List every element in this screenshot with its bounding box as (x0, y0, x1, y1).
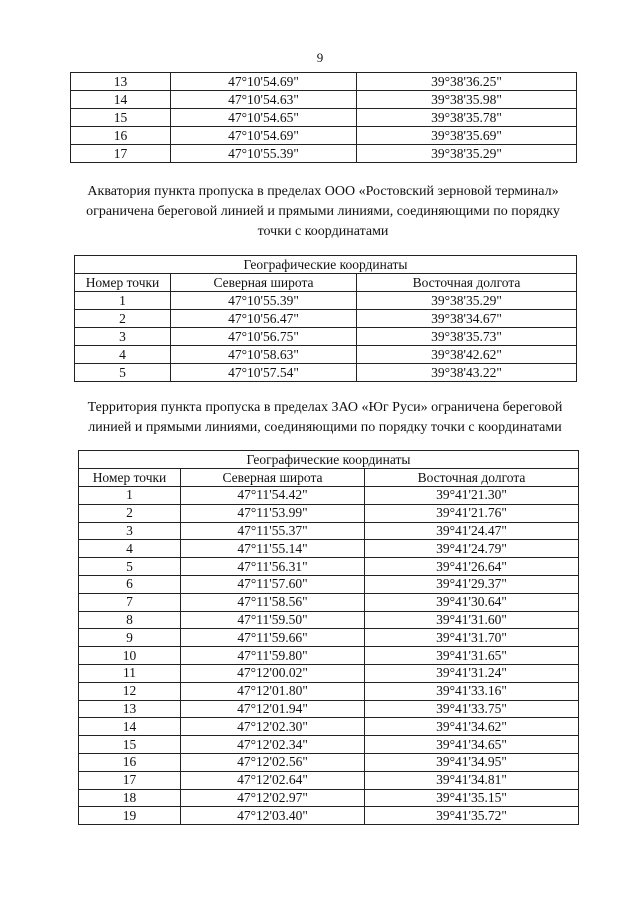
latitude-cell: 47°10'57.54" (171, 364, 357, 382)
table-row (71, 73, 577, 91)
longitude-cell: 39°38'43.22" (357, 364, 577, 382)
point-number-cell: 11 (79, 664, 181, 682)
point-number-cell: 15 (71, 109, 171, 127)
point-number-cell: 2 (79, 504, 181, 522)
point-number-cell: 16 (71, 127, 171, 145)
table-header-row (75, 274, 577, 292)
latitude-cell: 47°12'02.34" (181, 736, 365, 754)
latitude-cell: 47°10'56.47" (171, 310, 357, 328)
table-row (79, 682, 579, 700)
point-number-cell: 13 (79, 700, 181, 718)
table-group-header-row (75, 256, 577, 274)
longitude-cell: 39°41'21.76" (365, 504, 579, 522)
longitude-cell: 39°41'31.24" (365, 664, 579, 682)
latitude-cell: 47°12'02.56" (181, 753, 365, 771)
table-row (71, 127, 577, 145)
table-row (79, 700, 579, 718)
longitude-cell: 39°41'34.95" (365, 753, 579, 771)
latitude-cell: 47°10'58.63" (171, 346, 357, 364)
table-row (79, 753, 579, 771)
header-point-number: Номер точки (75, 274, 171, 292)
table-row (79, 789, 579, 807)
header-longitude: Восточная долгота (357, 274, 577, 292)
table-row (71, 109, 577, 127)
longitude-cell: 39°41'31.65" (365, 647, 579, 665)
latitude-cell: 47°11'58.56" (181, 593, 365, 611)
latitude-cell: 47°11'53.99" (181, 504, 365, 522)
point-number-cell: 2 (75, 310, 171, 328)
longitude-cell: 39°38'34.67" (357, 310, 577, 328)
point-number-cell: 14 (79, 718, 181, 736)
table-row (79, 718, 579, 736)
point-number-cell: 12 (79, 682, 181, 700)
table-row (71, 91, 577, 109)
coordinates-table-terminal (74, 255, 577, 382)
longitude-cell: 39°41'34.81" (365, 771, 579, 789)
table-row (79, 664, 579, 682)
coordinates-table-yug-rusi (78, 450, 579, 825)
table-row (79, 807, 579, 825)
table2-body (75, 292, 577, 382)
point-number-cell: 5 (79, 558, 181, 576)
latitude-cell: 47°10'54.63" (171, 91, 357, 109)
point-number-cell: 4 (75, 346, 171, 364)
latitude-cell: 47°10'56.75" (171, 328, 357, 346)
latitude-cell: 47°12'02.30" (181, 718, 365, 736)
latitude-cell: 47°11'59.80" (181, 647, 365, 665)
longitude-cell: 39°38'35.73" (357, 328, 577, 346)
longitude-cell: 39°38'35.69" (357, 127, 577, 145)
longitude-cell: 39°41'34.62" (365, 718, 579, 736)
point-number-cell: 15 (79, 736, 181, 754)
point-number-cell: 9 (79, 629, 181, 647)
longitude-cell: 39°38'35.78" (357, 109, 577, 127)
table1-body (71, 73, 577, 163)
latitude-cell: 47°11'54.42" (181, 487, 365, 505)
longitude-cell: 39°41'24.79" (365, 540, 579, 558)
point-number-cell: 7 (79, 593, 181, 611)
header-latitude: Северная широта (181, 469, 365, 487)
longitude-cell: 39°38'35.98" (357, 91, 577, 109)
point-number-cell: 18 (79, 789, 181, 807)
header-latitude: Северная широта (171, 274, 357, 292)
point-number-cell: 1 (75, 292, 171, 310)
longitude-cell: 39°41'21.30" (365, 487, 579, 505)
longitude-cell: 39°41'24.47" (365, 522, 579, 540)
table-row (79, 647, 579, 665)
latitude-cell: 47°12'03.40" (181, 807, 365, 825)
latitude-cell: 47°11'59.50" (181, 611, 365, 629)
latitude-cell: 47°12'01.94" (181, 700, 365, 718)
point-number-cell: 1 (79, 487, 181, 505)
table-row (75, 364, 577, 382)
table-row (79, 593, 579, 611)
table-row (79, 522, 579, 540)
point-number-cell: 5 (75, 364, 171, 382)
latitude-cell: 47°10'54.65" (171, 109, 357, 127)
latitude-cell: 47°12'02.64" (181, 771, 365, 789)
latitude-cell: 47°11'55.37" (181, 522, 365, 540)
longitude-cell: 39°41'29.37" (365, 575, 579, 593)
table-row (79, 487, 579, 505)
latitude-cell: 47°12'00.02" (181, 664, 365, 682)
point-number-cell: 10 (79, 647, 181, 665)
point-number-cell: 19 (79, 807, 181, 825)
table-row (79, 611, 579, 629)
longitude-cell: 39°41'33.16" (365, 682, 579, 700)
paragraph-territory: Территория пункта пропуска в пределах ЗАО «Юг Руси» ограничена береговой линией и прямыми линиями, соединяющими по порядку точки с координатами (87, 400, 563, 435)
longitude-cell: 39°41'26.64" (365, 558, 579, 576)
point-number-cell: 17 (79, 771, 181, 789)
latitude-cell: 47°11'56.31" (181, 558, 365, 576)
longitude-cell: 39°38'36.25" (357, 73, 577, 91)
point-number-cell: 6 (79, 575, 181, 593)
point-number-cell: 8 (79, 611, 181, 629)
header-longitude: Восточная долгота (365, 469, 579, 487)
point-number-cell: 14 (71, 91, 171, 109)
longitude-cell: 39°41'34.65" (365, 736, 579, 754)
table-row (79, 558, 579, 576)
longitude-cell: 39°38'35.29" (357, 292, 577, 310)
longitude-cell: 39°38'35.29" (357, 145, 577, 163)
header-point-number: Номер точки (79, 469, 181, 487)
table-row (79, 736, 579, 754)
point-number-cell: 4 (79, 540, 181, 558)
point-number-cell: 3 (75, 328, 171, 346)
point-number-cell: 16 (79, 753, 181, 771)
latitude-cell: 47°10'55.39" (171, 292, 357, 310)
longitude-cell: 39°41'35.72" (365, 807, 579, 825)
longitude-cell: 39°41'35.15" (365, 789, 579, 807)
table-row (79, 575, 579, 593)
coordinates-table-continued (70, 72, 577, 163)
latitude-cell: 47°10'54.69" (171, 73, 357, 91)
latitude-cell: 47°11'59.66" (181, 629, 365, 647)
point-number-cell: 13 (71, 73, 171, 91)
table-row (75, 310, 577, 328)
point-number-cell: 17 (71, 145, 171, 163)
latitude-cell: 47°11'57.60" (181, 575, 365, 593)
table-row (71, 145, 577, 163)
table3-body (79, 487, 579, 825)
table-row (75, 346, 577, 364)
table-row (79, 540, 579, 558)
table-row (75, 328, 577, 346)
table-header-row (79, 469, 579, 487)
longitude-cell: 39°41'30.64" (365, 593, 579, 611)
table-row (79, 629, 579, 647)
page-number: 9 (316, 50, 324, 65)
group-header: Географические координаты (75, 256, 577, 274)
latitude-cell: 47°12'01.80" (181, 682, 365, 700)
longitude-cell: 39°41'31.60" (365, 611, 579, 629)
table-row (75, 292, 577, 310)
longitude-cell: 39°41'33.75" (365, 700, 579, 718)
group-header: Географические координаты (79, 451, 579, 469)
latitude-cell: 47°10'54.69" (171, 127, 357, 145)
longitude-cell: 39°38'42.62" (357, 346, 577, 364)
table-row (79, 771, 579, 789)
paragraph-aquatoria: Акватория пункта пропуска в пределах ООО «Ростовский зерновой терминал» ограничена береговой линией и прямыми линиями, соединяющими по порядку точки с координатами (86, 184, 560, 239)
point-number-cell: 3 (79, 522, 181, 540)
table-row (79, 504, 579, 522)
longitude-cell: 39°41'31.70" (365, 629, 579, 647)
latitude-cell: 47°12'02.97" (181, 789, 365, 807)
table-group-header-row (79, 451, 579, 469)
latitude-cell: 47°10'55.39" (171, 145, 357, 163)
latitude-cell: 47°11'55.14" (181, 540, 365, 558)
